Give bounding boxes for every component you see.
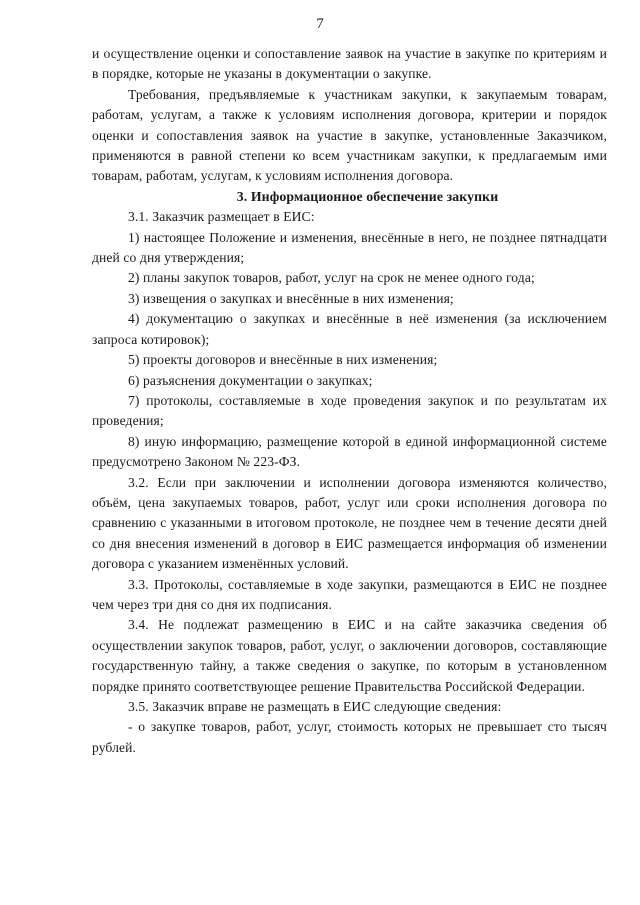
page-number: 7 (316, 16, 324, 32)
clause-3-5: 3.5. Заказчик вправе не размещать в ЕИС следующие сведения: (128, 699, 502, 714)
clause-3-5-item: - о закупке товаров, работ, услуг, стоимость которых не превышает сто тысяч рублей. (92, 719, 607, 755)
list-item-3: 3) извещения о закупках и внесённые в них изменения; (128, 290, 454, 306)
paragraph-requirements: Требования, предъявляемые к участникам закупки, к закупаемым товарам, работам, услугам, а также к условиям исполнения договора, критерии и порядок оценки и сопоставления заявок на участие в закупке, установленные Заказчиком, применяются в равной степени ко всем участникам закупки, к предлагаемым ими товарам, работам, услугам, к условиям исполнения договора. (92, 86, 607, 184)
list-item-2: 2) планы закупок товаров, работ, услуг на срок не менее одного года; (128, 270, 535, 286)
document-body (92, 44, 607, 758)
list-item-8: 8) иную информацию, размещение которой в единой информационной системе предусмотрено Законом № 223-ФЗ. (92, 433, 607, 470)
clause-3-2: 3.2. Если при заключении и исполнении договора изменяются количество, объём, цена закупаемых товаров, работ, услуг или сроки исполнения договора по сравнению с указанными в итоговом протоколе, не позднее чем в течение десяти дней со дня внесения изменений в договор в ЕИС размещается информация об изменении договора с указанием изменённых условий. (92, 474, 607, 572)
clause-3-3: 3.3. Протоколы, составляемые в ходе закупки, размещаются в ЕИС не позднее чем через три дня со дня их подписания. (92, 576, 607, 612)
list-item-7: 7) протоколы, составляемые в ходе проведения закупок и по результатам их проведения; (92, 392, 607, 429)
list-item-6: 6) разъяснения документации о закупках; (128, 372, 373, 388)
section-heading: 3. Информационное обеспечение закупки (236, 188, 499, 204)
list-item-4: 4) документацию о закупках и внесённые в неё изменения (за исключением запроса котировок); (92, 311, 607, 347)
list-item-1: 1) настоящее Положение и изменения, внесённые в него, не позднее пятнадцати дней со дня утверждения; (92, 229, 607, 266)
list-item-5: 5) проекты договоров и внесённые в них изменения; (128, 352, 438, 368)
paragraph-continuation: и осуществление оценки и сопоставление заявок на участие в закупке по критериям и в порядке, которые не указаны в документации о закупке. (92, 46, 607, 82)
clause-3-1: 3.1. Заказчик размещает в ЕИС: (128, 209, 315, 225)
clause-3-4: 3.4. Не подлежат размещению в ЕИС и на сайте заказчика сведения об осуществлении закупок товаров, работ, услуг, о заключении договоров, составляющие государственную тайну, а также сведения о закупке, по которым в установленном порядке принято соответствующее решение Правительства Российской Федерации. (92, 617, 607, 694)
